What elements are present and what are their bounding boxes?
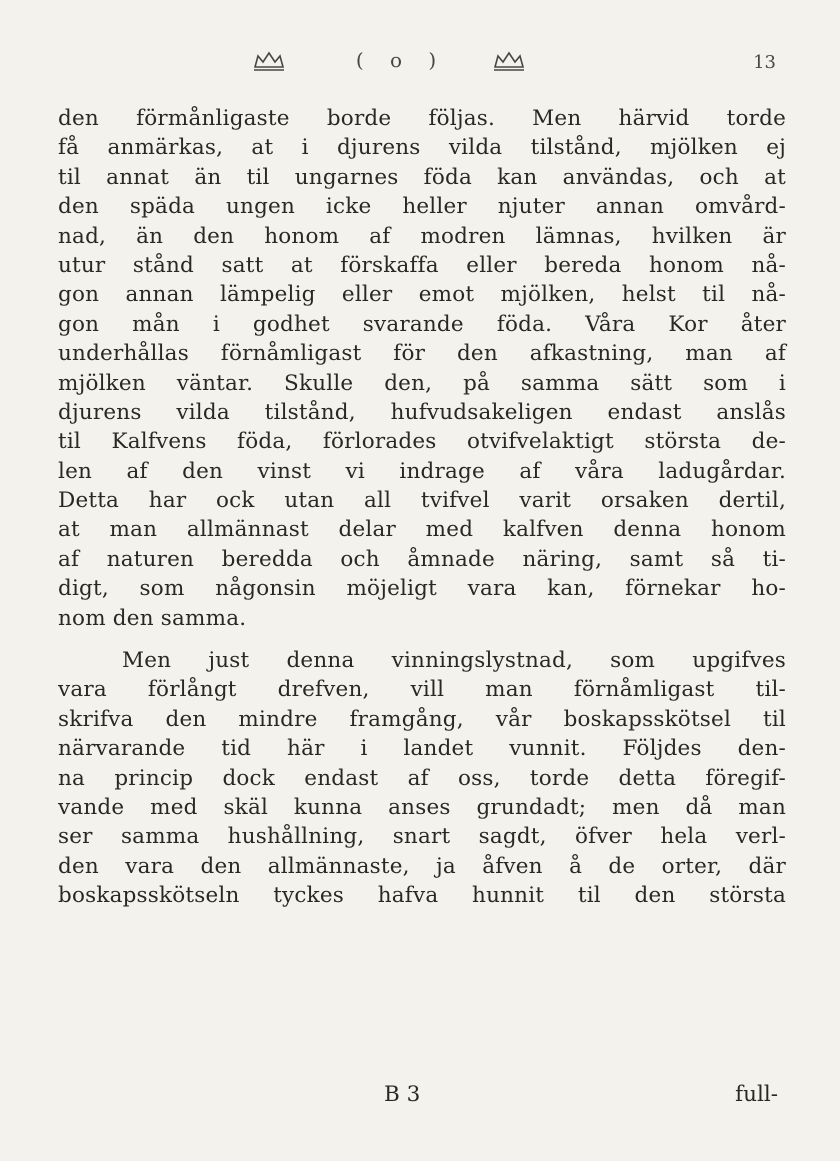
text-line: den vara den allmännaste, ja åfven å de orter, där — [58, 853, 786, 879]
text-line: at man allmännast delar med kalfven denna honom — [58, 517, 786, 543]
text-line: mjölken väntar. Skulle den, på samma sätt som i — [58, 370, 786, 396]
text-line: Detta har ock utan all tvifvel varit orsaken dertil, — [58, 488, 786, 514]
text-line: närvarande tid här i landet vunnit. Följdes den- — [58, 736, 786, 762]
text-line: den späda ungen icke heller njuter annan omvård- — [58, 194, 786, 220]
text-line: gon mån i godhet svarande föda. Våra Kor åter — [58, 311, 786, 337]
text-line: skrifva den mindre framgång, vår boskapsskötsel til — [58, 706, 786, 732]
text-line: få anmärkas, at i djurens vilda tilstånd, mjölken ej — [58, 135, 786, 161]
text-line: nad, än den honom af modren lämnas, hvilken är — [58, 223, 786, 249]
paragraph-1 — [58, 104, 786, 633]
text-line: len af den vinst vi indrage af våra ladugårdar. — [58, 458, 786, 484]
text-line: den förmånligaste borde följas. Men härvid torde — [58, 106, 786, 131]
text-line: digt, som någonsin möjeligt vara kan, förnekar ho- — [58, 576, 786, 602]
text-line: af naturen beredda och åmnade näring, samt så ti- — [58, 546, 786, 572]
text-line: gon annan lämpelig eller emot mjölken, helst til nå- — [58, 282, 786, 308]
text-line: vande med skäl kunna anses grundadt; men då man — [58, 794, 786, 820]
folio-number: 13 — [753, 52, 776, 73]
text-line: til annat än til ungarnes föda kan användas, och at — [58, 164, 786, 190]
signature-mark: B 3 — [384, 1082, 421, 1107]
text-line: djurens vilda tilstånd, hufvudsakeligen endast anslås — [58, 399, 786, 425]
text-line: nom den samma. — [58, 605, 247, 631]
crown-ornament-icon — [492, 50, 526, 72]
text-line: na princip dock endast af oss, torde detta föregif- — [58, 765, 786, 791]
crown-ornament-icon — [252, 50, 286, 72]
page-mark: ( o ) — [355, 48, 447, 72]
catchword: full- — [735, 1082, 778, 1107]
running-header — [60, 46, 780, 86]
text-line: utur stånd satt at förskaffa eller bereda honom nå- — [58, 252, 786, 278]
text-line: vara förlångt drefven, vill man förnåmligast til- — [58, 677, 786, 703]
paragraph-2 — [58, 646, 786, 911]
text-line: til Kalfvens föda, förlorades otvifvelaktigt största de- — [58, 429, 786, 455]
text-line: boskapsskötseln tyckes hafva hunnit til den största — [58, 883, 786, 909]
text-line: underhållas förnåmligast för den afkastning, man af — [58, 341, 786, 367]
text-line: ser samma hushållning, snart sagdt, öfver hela verl- — [58, 824, 786, 850]
text-line: Men just denna vinningslystnad, som upgifves — [122, 648, 786, 673]
page-footer — [58, 1082, 786, 1112]
